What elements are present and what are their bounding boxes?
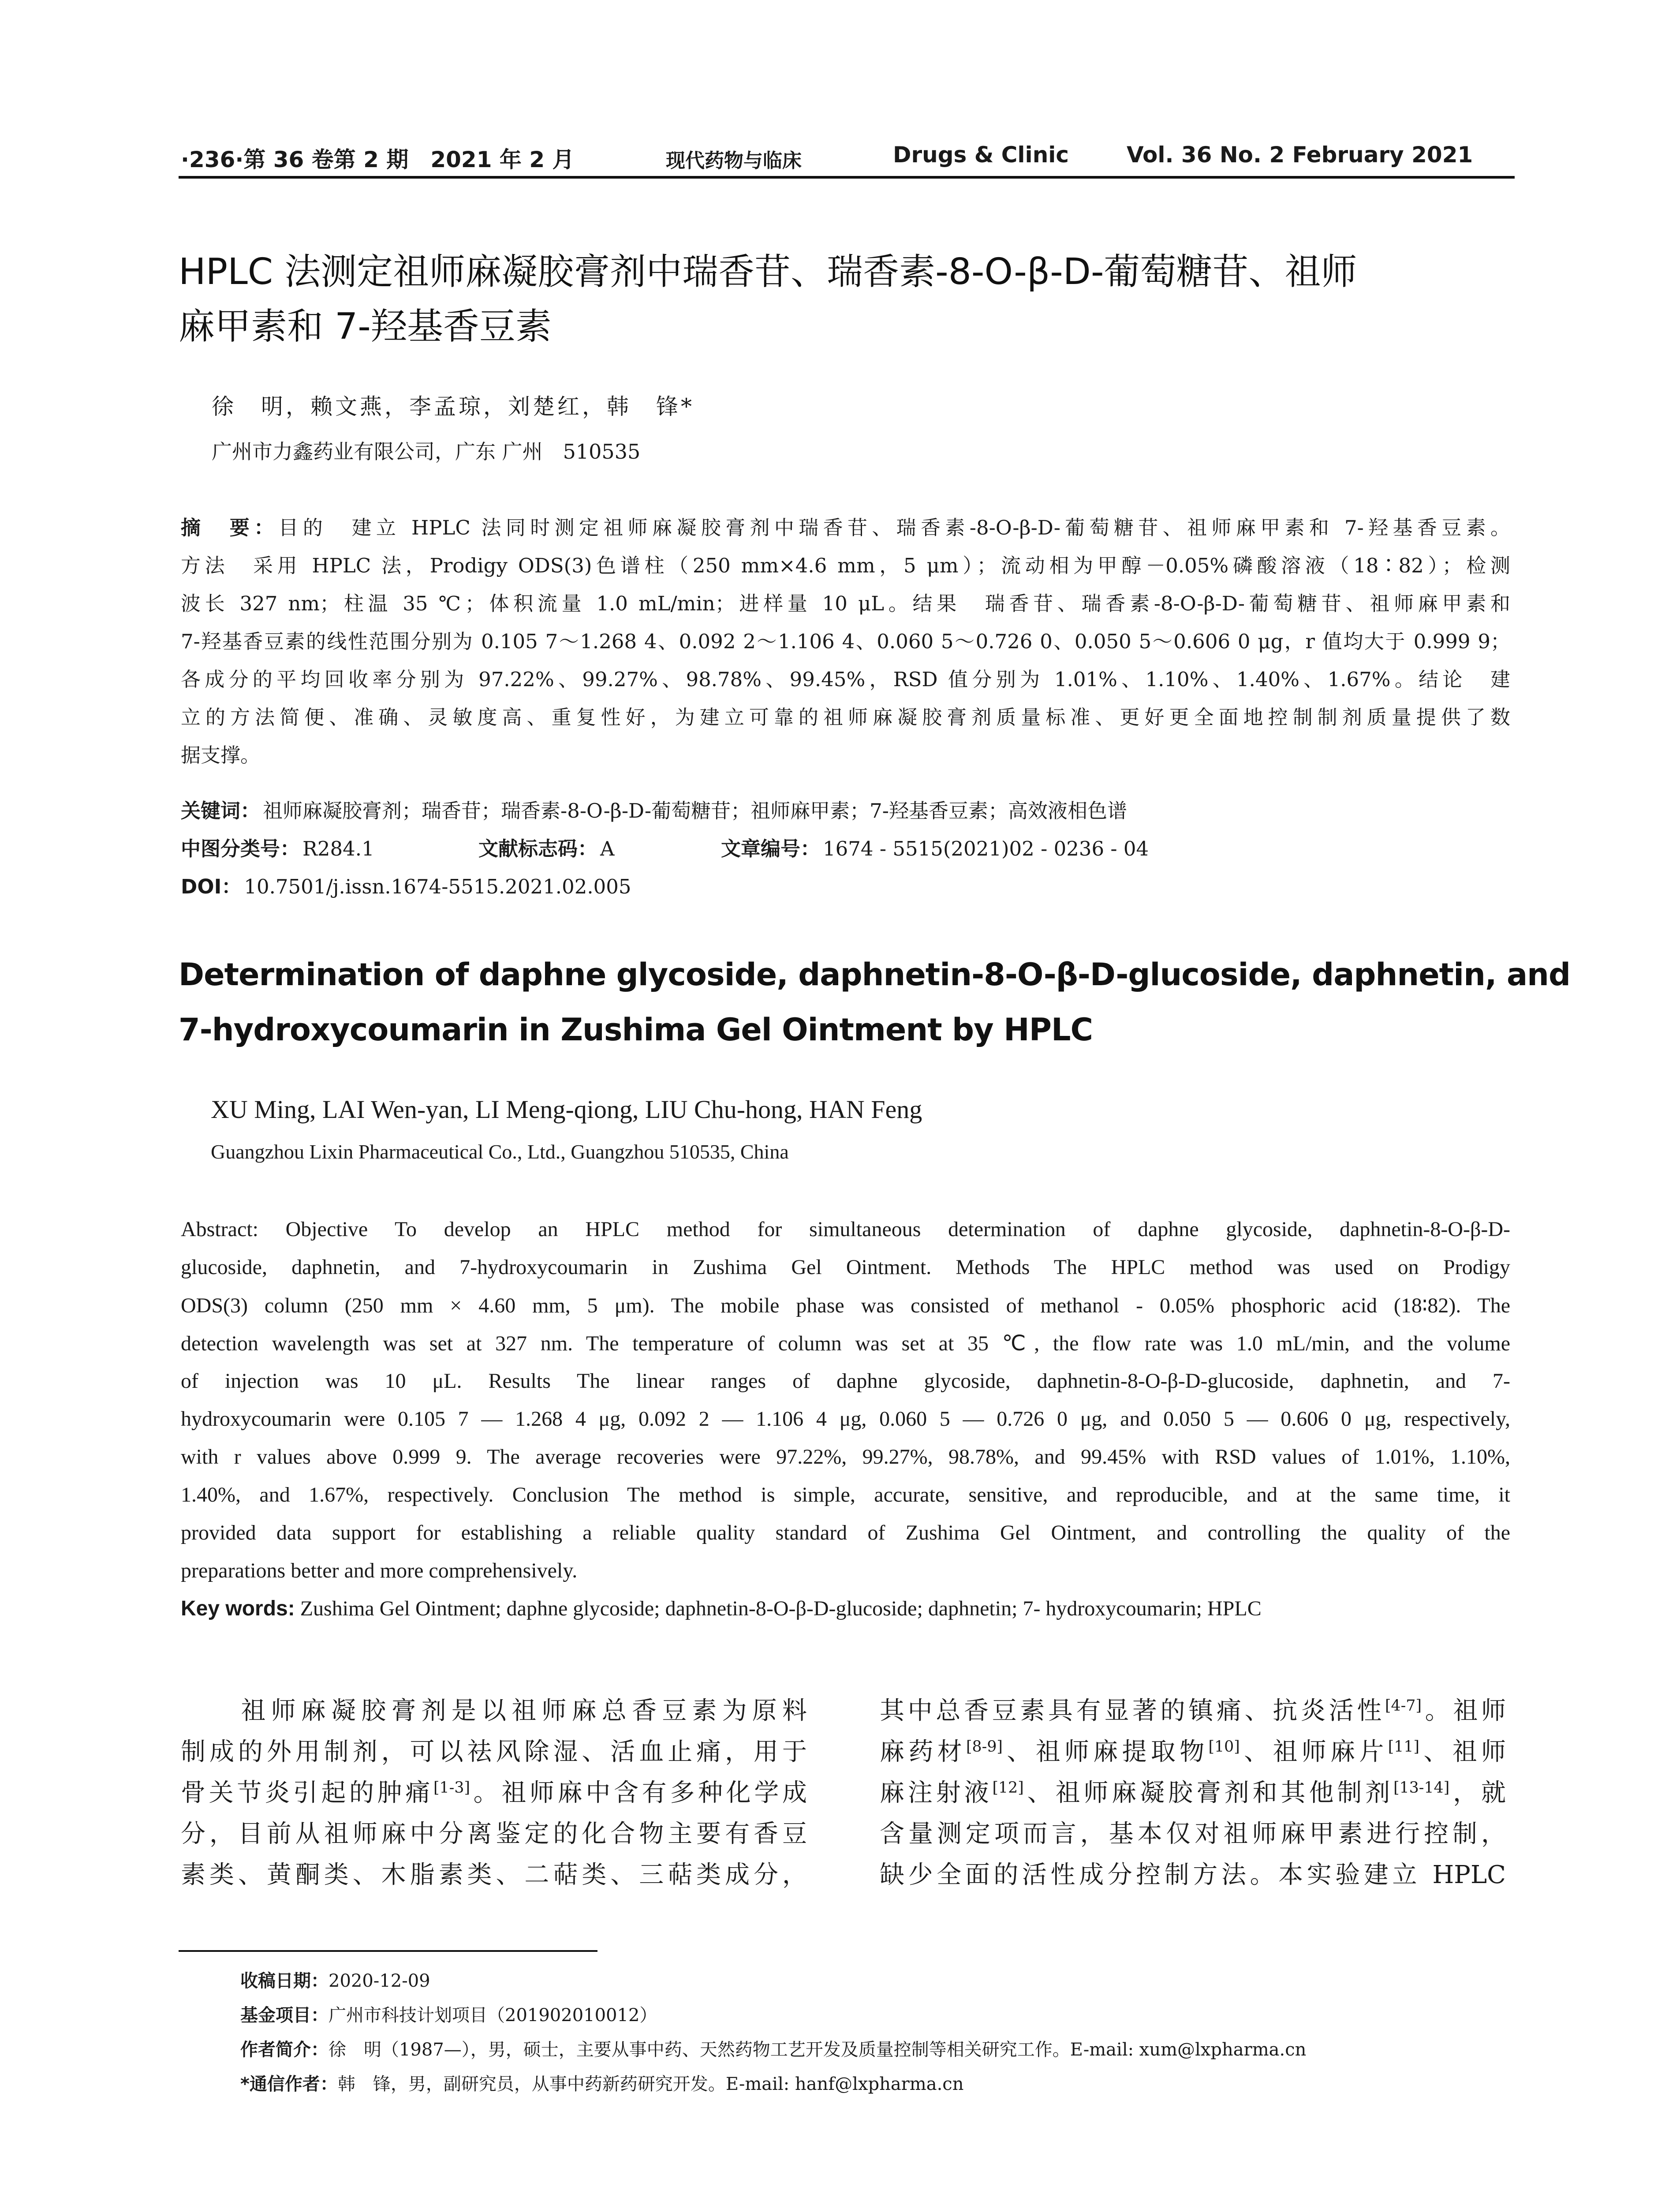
cn-authors: 徐 明，赖文燕，李孟琼，刘楚红，韩 锋* xyxy=(212,394,694,419)
footnote-fund: 基金项目：广州市科技计划项目（201902010012） xyxy=(240,2005,657,2026)
doi-value: 10.7501/j.issn.1674-5515.2021.02.005 xyxy=(244,875,631,898)
header-issue-info: ·236·第 36 卷第 2 期 2021 年 2 月 xyxy=(181,147,575,172)
body-left-line: 祖师麻凝胶膏剂是以祖师麻总香豆素为原料 xyxy=(181,1697,807,1725)
cn-doi xyxy=(181,871,631,899)
cn-abstract-line: 摘 要：目的 建立 HPLC 法同时测定祖师麻凝胶膏剂中瑞香苷、瑞香素-8-O-β-D-葡萄糖苷、祖师麻甲素和 7-羟基香豆素。 xyxy=(181,516,1510,539)
header-journal-cn: 现代药物与临床 xyxy=(666,149,802,172)
clc-label: 中图分类号： xyxy=(181,837,300,860)
cn-classification xyxy=(181,833,374,861)
body-right-line: 麻注射液[12]、祖师麻凝胶膏剂和其他制剂[13-14]，就 xyxy=(880,1779,1506,1807)
footnote-rule xyxy=(179,1950,597,1952)
body-left-line: 分，目前从祖师麻中分离鉴定的化合物主要有香豆 xyxy=(181,1820,807,1848)
en-abstract-line: provided data support for establishing a reliable quality standard of Zushima Gel Ointment, and controlling the quality of the xyxy=(181,1521,1510,1544)
doi-label: DOI： xyxy=(181,875,242,898)
footnote-corresponding: *通信作者：韩 锋，男，副研究员，从事中药新药研究开发。E-mail: hanf@lxpharma.cn xyxy=(240,2074,964,2094)
body-right-line: 其中总香豆素具有显著的镇痛、抗炎活性[4-7]。祖师 xyxy=(880,1697,1506,1725)
en-affiliation: Guangzhou Lixin Pharmaceutical Co., Ltd., Guangzhou 510535, China xyxy=(211,1140,789,1163)
en-abstract-line: with r values above 0.999 9. The average recoveries were 97.22%, 99.27%, 98.78%, and 99.45% with RSD values of 1.01%, 1.10%, xyxy=(181,1445,1510,1469)
article-no-value: 1674 - 5515(2021)02 - 0236 - 04 xyxy=(823,837,1149,860)
en-abstract-line: preparations better and more comprehensively. xyxy=(181,1559,578,1582)
en-abstract-line: ODS(3) column (250 mm × 4.60 mm, 5 μm). The mobile phase was consisted of methanol - 0.05% phosphoric acid (18∶82). The xyxy=(181,1294,1511,1317)
cn-abstract-line: 立的方法简便、准确、灵敏度高、重复性好，为建立可靠的祖师麻凝胶膏剂质量标准、更好更全面地控制制剂质量提供了数 xyxy=(181,706,1510,729)
cn-abstract-line: 方法 采用 HPLC 法，Prodigy ODS(3)色谱柱（250 mm×4.6 mm，5 μm）；流动相为甲醇－0.05%磷酸溶液（18∶82）；检测 xyxy=(181,554,1510,577)
header-volume: Vol. 36 No. 2 February 2021 xyxy=(1127,142,1473,168)
cn-title xyxy=(179,245,1515,354)
en-title xyxy=(179,947,1571,1058)
en-keywords: Key words: Zushima Gel Ointment; daphne glycoside; daphnetin-8-O-β-D-glucoside; daphnetin; 7- hydroxycoumarin; HPLC xyxy=(181,1597,1262,1620)
cn-abstract-line: 7-羟基香豆素的线性范围分别为 0.105 7～1.268 4、0.092 2～1.106 4、0.060 5～0.726 0、0.050 5～0.606 0 μg，r 值均大于 0.999 9； xyxy=(181,630,1510,653)
article-no-label: 文章编号： xyxy=(721,837,821,860)
cn-abstract-label: 摘 要： xyxy=(181,516,279,539)
en-title-line: Determination of daphne glycoside, daphnetin-8-O-β-D-glucoside, daphnetin, and xyxy=(179,957,1571,993)
footnote-author-bio: 作者简介：徐 明（1987—），男，硕士，主要从事中药、天然药物工艺开发及质量控制等相关研究工作。E-mail: xum@lxpharma.cn xyxy=(240,2040,1307,2060)
cn-affiliation: 广州市力鑫药业有限公司，广东 广州 510535 xyxy=(212,440,641,463)
body-right-line: 缺少全面的活性成分控制方法。本实验建立 HPLC xyxy=(880,1861,1506,1889)
cn-title-line: 麻甲素和 7-羟基香豆素 xyxy=(179,306,552,348)
doc-code-label: 文献标志码： xyxy=(478,837,598,860)
body-left-line: 骨关节炎引起的肿痛[1-3]。祖师麻中含有多种化学成 xyxy=(181,1779,807,1807)
en-abstract-line: of injection was 10 μL. Results The linear ranges of daphne glycoside, daphnetin-8-O-β-D-glucoside, daphnetin, and 7- xyxy=(181,1369,1510,1393)
cn-doc-code xyxy=(478,833,615,861)
body-left-line: 制成的外用制剂，可以祛风除湿、活血止痛，用于 xyxy=(181,1738,807,1766)
cn-abstract-line: 波长 327 nm；柱温 35 ℃；体积流量 1.0 mL/min；进样量 10 μL。结果 瑞香苷、瑞香素-8-O-β-D-葡萄糖苷、祖师麻甲素和 xyxy=(181,592,1510,615)
en-keywords-label: Key words: xyxy=(181,1597,295,1620)
en-abstract-line: detection wavelength was set at 327 nm. The temperature of column was set at 35 ℃, the flow rate was 1.0 mL/min, and the volume xyxy=(181,1332,1510,1355)
body-left-line: 素类、黄酮类、木脂素类、二萜类、三萜类成分， xyxy=(181,1861,807,1889)
doc-code-value: A xyxy=(600,837,615,860)
body-right-line: 麻药材[8-9]、祖师麻提取物[10]、祖师麻片[11]、祖师 xyxy=(880,1738,1506,1766)
en-authors: XU Ming, LAI Wen-yan, LI Meng-qiong, LIU Chu-hong, HAN Feng xyxy=(211,1095,922,1124)
header-journal-en: Drugs & Clinic xyxy=(893,142,1069,168)
cn-abstract-line: 各成分的平均回收率分别为 97.22%、99.27%、98.78%、99.45%，RSD 值分别为 1.01%、1.10%、1.40%、1.67%。结论 建 xyxy=(181,668,1510,691)
body-right-line: 含量测定项而言，基本仅对祖师麻甲素进行控制， xyxy=(880,1820,1506,1848)
en-title-line: 7-hydroxycoumarin in Zushima Gel Ointment by HPLC xyxy=(179,1012,1093,1048)
clc-value: R284.1 xyxy=(302,837,374,860)
en-abstract-line: 1.40%, and 1.67%, respectively. Conclusion The method is simple, accurate, sensitive, and reproducible, and at the same time, it xyxy=(181,1483,1510,1506)
en-abstract-line: glucoside, daphnetin, and 7-hydroxycoumarin in Zushima Gel Ointment. Methods The HPLC method was used on Prodigy xyxy=(181,1256,1510,1279)
cn-title-line: HPLC 法测定祖师麻凝胶膏剂中瑞香苷、瑞香素-8-O-β-D-葡萄糖苷、祖师 xyxy=(179,251,1357,293)
en-abstract-line: hydroxycoumarin were 0.105 7 — 1.268 4 μg, 0.092 2 — 1.106 4 μg, 0.060 5 — 0.726 0 μg, and 0.050 5 — 0.606 0 μg, respectively, xyxy=(181,1407,1510,1431)
running-header xyxy=(181,142,1510,177)
footnote-received: 收稿日期：2020-12-09 xyxy=(240,1971,430,1991)
cn-keywords-label: 关键词： xyxy=(181,799,261,822)
en-abstract-line: Abstract: Objective To develop an HPLC method for simultaneous determination of daphne glycoside, daphnetin-8-O-β-D- xyxy=(181,1218,1510,1241)
cn-article-no xyxy=(721,833,1149,861)
cn-keywords: 关键词： 祖师麻凝胶膏剂；瑞香苷；瑞香素-8-O-β-D-葡萄糖苷；祖师麻甲素；7-羟基香豆素；高效液相色谱 xyxy=(181,799,1127,822)
header-rule xyxy=(179,176,1515,179)
cn-abstract-line: 据支撑。 xyxy=(181,744,261,767)
